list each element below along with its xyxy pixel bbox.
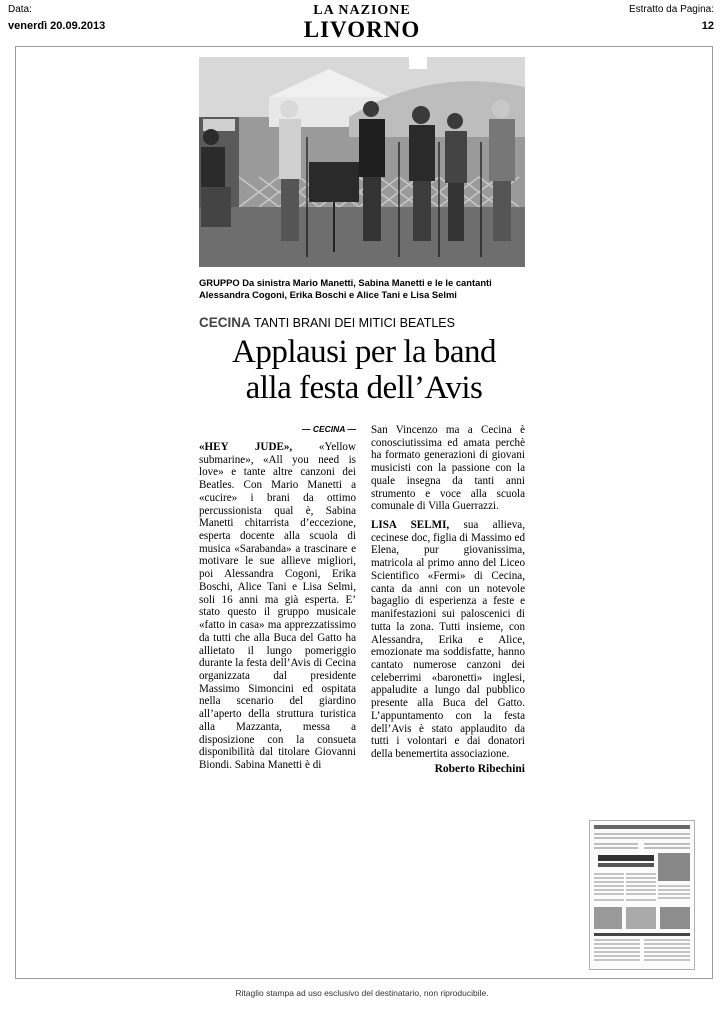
caption-text: Da sinistra Mario Manetti, Sabina Manetti e le le cantanti Alessandra Cogoni, Erika Boschi e Alice Tani e Lisa Selmi [199,277,492,300]
headline-line-2: alla festa dell’Avis [245,370,483,406]
footer-notice: Ritaglio stampa ad uso esclusivo del destinatario, non riproducibile. [235,988,489,998]
kicker-location: CECINA [199,315,251,330]
col2-text: sua allieva, cecinese doc, figlia di Massimo ed Elena, pur giovanissima, matricola al primo anno del Liceo Scientifico «Fermi» di Cecina, canta da anni con un notevole bagaglio di esperienza a feste e manifestazioni sui paloscenici di tutta la zona. Tutti insieme, con Alessandra, Erika e Alice, emozionate ma soddisfatte, hanno cantato numerose canzoni dei celeberrimi «baronetti» inglesi, appaludite a lungo dal pubblico presente alla Buca del Gatto. L’appuntamento con la festa dell’Avis è stato applaudito da tutti i volontari e dai donatori della benemertita associazione. [371,519,525,760]
dateline: — CECINA — [302,424,356,434]
article-kicker [199,315,529,330]
date-label: Data: [8,4,32,15]
article-headline [199,334,529,406]
masthead [0,3,724,42]
caption-lead: GRUPPO [199,277,240,288]
page-label: Estratto da Pagina: [628,4,714,15]
page-block [629,4,714,32]
col2-paragraph-1: San Vincenzo ma a Cecina è conosciutissima ed amata perchè ha formato generazioni di giovani musicisti con la passione con la quale insegna da tanti anni strumento e voce alla scuola comunale di Villa Guerrazzi. [371,424,525,513]
edition-name: LIVORNO [303,17,421,42]
kicker-text: TANTI BRANI DEI MITICI BEATLES [254,316,455,330]
col1-lead: «HEY JUDE», [199,441,293,453]
article-photo [199,57,525,267]
author-signature: Roberto Ribechini [434,763,525,775]
photo-caption [199,277,529,301]
col2-lead: LISA SELMI, [371,519,450,532]
page-number: 12 [701,20,714,32]
headline-line-1: Applausi per la band [231,334,496,370]
col1-text: «Yellow submarine», «All you need is love» e tante altre canzoni dei Beatles. Con Mario Manetti a «cucire» i brani da ottimo percussionista qual è, Sabina Manetti chitarrista d’eccezione, esperta docente alla scuola di musica «Sarabanda» a trascinare e motivare le sue allieve migliori, poi Alessandra Cogoni, Erika Boschi, Alice Tani e Lisa Selmi, soli 16 anni ma già esperta. E’ stato questo il gruppo musicale «fatto in casa» ma apprezzatissimo da tutti che alla Buca del Gatto ha allietato il lungo pomeriggio durante la festa dell’Avis di Cecina organizzata dal presidente Massimo Simoncini ed ospitata nella scenario del giardino all’aperto della struttura turistica alla Mazzanta, messa a disposizione con la consueta disponibilità dal titolare Giovanni Biondi. Sabina Manetti è di [199,441,356,771]
publication-name: LA NAZIONE [313,3,411,18]
article-column-2 [371,424,525,761]
article-column-1 [199,441,356,772]
date-value: venerdì 20.09.2013 [8,20,106,32]
page-thumbnail [589,820,695,970]
